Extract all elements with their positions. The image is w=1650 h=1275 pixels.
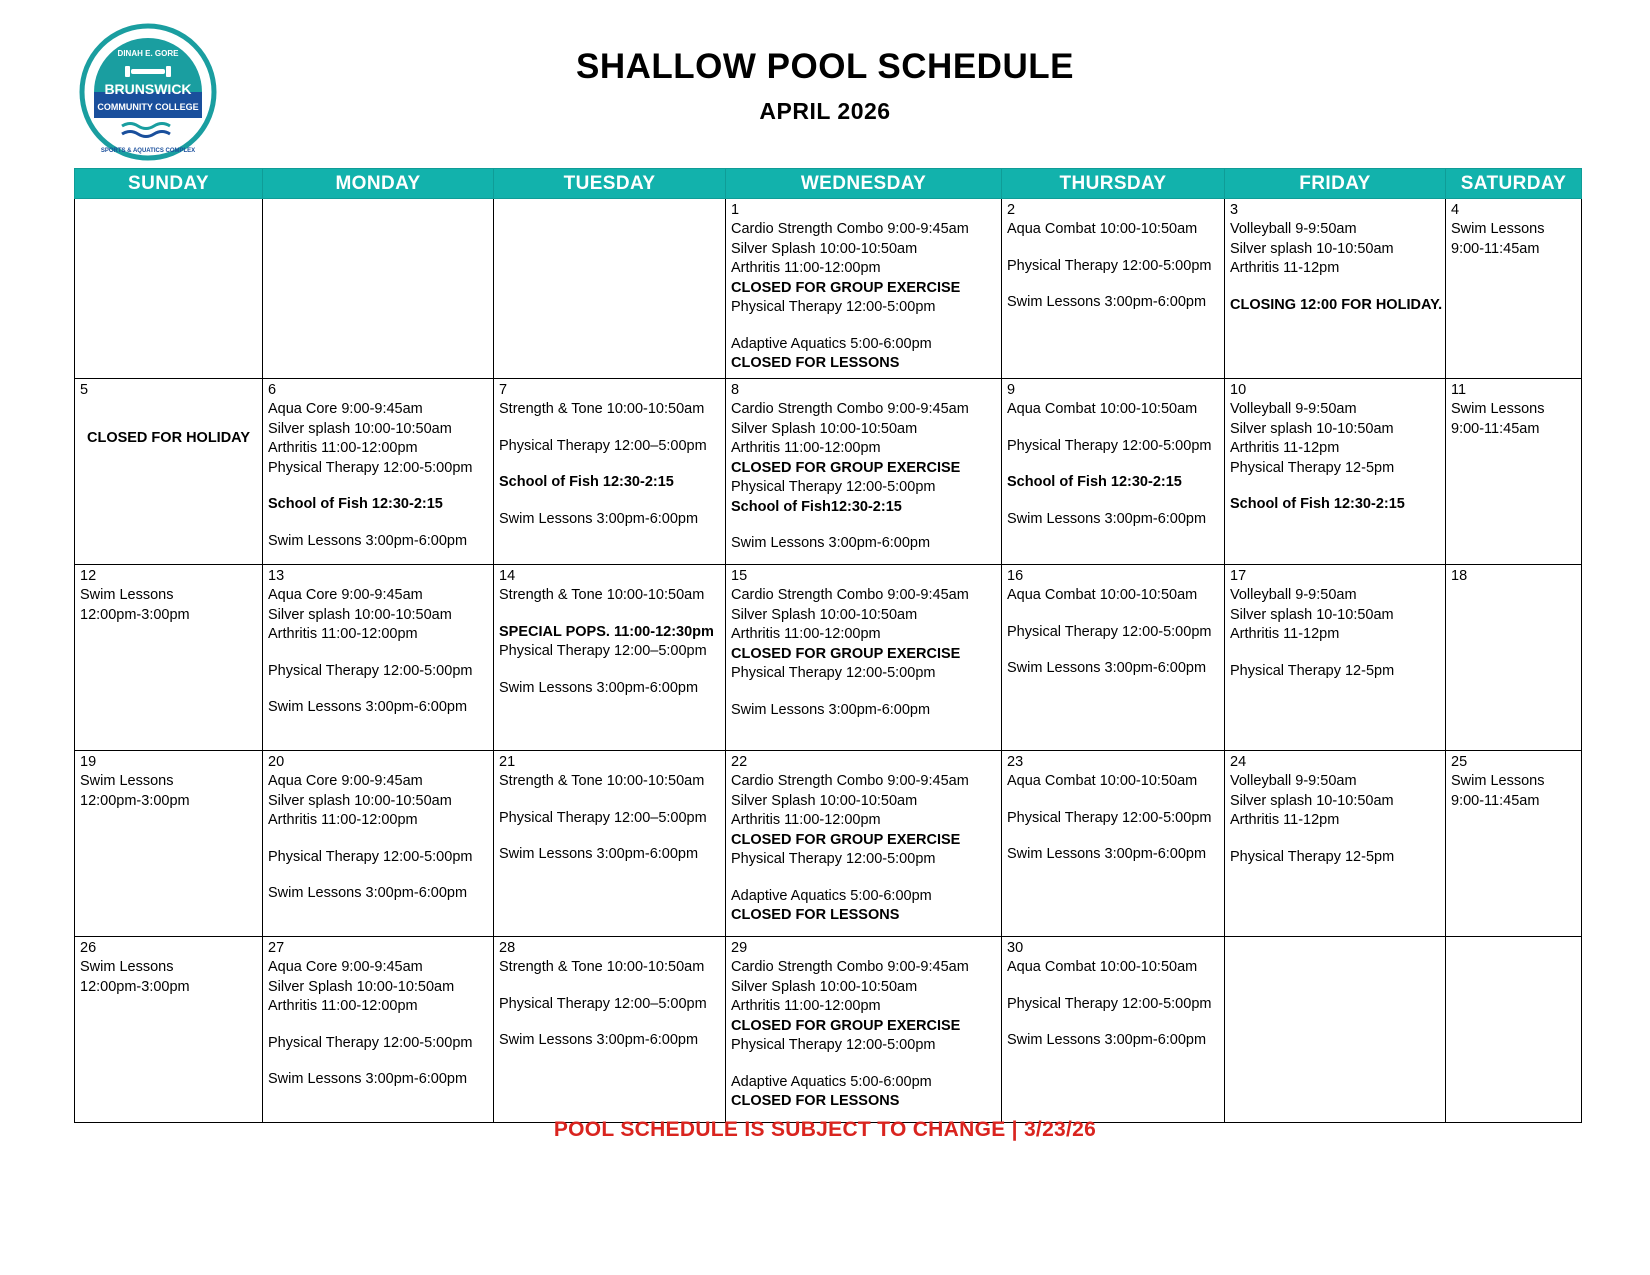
day-event: 12:00pm-3:00pm (80, 792, 190, 809)
day-number: 21 (499, 754, 516, 770)
day-event: Physical Therapy 12:00-5:00pm (268, 1034, 473, 1051)
day-event: Aqua Combat 10:00-10:50am (1007, 401, 1198, 417)
day-number: 11 (1451, 382, 1467, 398)
day-event: Aqua Core 9:00-9:45am (268, 959, 423, 975)
day-event: Cardio Strength Combo 9:00-9:45am (731, 773, 969, 789)
day-number: 24 (1230, 754, 1247, 770)
day-event: Swim Lessons 3:00pm-6:00pm (1007, 660, 1207, 676)
calendar-day-cell (75, 379, 263, 565)
day-event: 12:00pm-3:00pm (80, 606, 190, 623)
calendar-day-cell (1002, 565, 1225, 751)
day-event: Arthritis 11:00-12:00pm (731, 626, 881, 642)
day-event: Physical Therapy 12:00–5:00pm (499, 809, 707, 826)
calendar-day-cell (726, 379, 1002, 565)
day-number: 23 (1007, 754, 1024, 770)
day-event: Swim Lessons 3:00pm-6:00pm (268, 885, 468, 901)
day-number: 4 (1451, 202, 1460, 218)
day-event: Swim Lessons (80, 773, 174, 789)
day-event: Silver Splash 10:00-10:50am (731, 792, 918, 809)
svg-text:COMMUNITY COLLEGE: COMMUNITY COLLEGE (97, 102, 199, 112)
calendar-day-cell (494, 379, 726, 565)
day-number: 2 (1007, 202, 1016, 218)
day-event: School of Fish 12:30-2:15 (499, 474, 674, 490)
day-event: Arthritis 11:00-12:00pm (731, 440, 881, 456)
calendar-day-cell (1002, 379, 1225, 565)
day-event: Swim Lessons (1451, 401, 1545, 417)
calendar-day-cell (1225, 751, 1446, 937)
day-event: Swim Lessons 3:00pm-6:00pm (1007, 510, 1207, 527)
day-event: Swim Lessons 3:00pm-6:00pm (268, 1071, 468, 1087)
svg-text:SPORTS & AQUATICS COMPLEX: SPORTS & AQUATICS COMPLEX (100, 148, 196, 154)
calendar-day-cell (1446, 565, 1582, 751)
day-event: 9:00-11:45am (1451, 420, 1540, 437)
day-event: Physical Therapy 12:00-5:00pm (1007, 809, 1212, 826)
day-event: Strength & Tone 10:00-10:50am (499, 587, 705, 603)
day-event: Silver Splash 10:00-10:50am (268, 978, 455, 995)
day-event: Physical Therapy 12:00-5:00pm (731, 665, 936, 681)
calendar-empty-cell (1225, 937, 1446, 1123)
calendar-day-cell (75, 937, 263, 1123)
day-event: Arthritis 11-12pm (1230, 812, 1340, 828)
day-event: Arthritis 11:00-12:00pm (268, 440, 418, 456)
footer-note: POOL SCHEDULE IS SUBJECT TO CHANGE | 3/23/26 (553, 1118, 1097, 1141)
day-event: Swim Lessons (1451, 221, 1545, 237)
calendar-week-row (75, 751, 1582, 937)
calendar-week-row (75, 379, 1582, 565)
day-number: 25 (1451, 754, 1468, 770)
day-number: 14 (499, 568, 516, 584)
calendar-day-cell (1446, 379, 1582, 565)
calendar-day-cell (726, 937, 1002, 1123)
day-event: Swim Lessons 3:00pm-6:00pm (1007, 294, 1207, 310)
day-event: Physical Therapy 12:00–5:00pm (499, 643, 707, 659)
day-event: Aqua Combat 10:00-10:50am (1007, 221, 1198, 237)
calendar-day-cell (75, 751, 263, 937)
day-event: SPECIAL POPS. 11:00-12:30pm (499, 623, 714, 640)
day-event: Physical Therapy 12:00–5:00pm (499, 995, 707, 1012)
day-number: 20 (268, 754, 285, 770)
calendar-day-cell (263, 565, 494, 751)
calendar-day-cell (726, 565, 1002, 751)
day-event: CLOSED FOR LESSONS (731, 907, 900, 923)
day-event: CLOSED FOR GROUP EXERCISE (731, 279, 961, 296)
page-subtitle: APRIL 2026 (759, 98, 891, 124)
day-number: 12 (80, 568, 97, 584)
day-number: 13 (268, 568, 285, 584)
calendar-day-cell (494, 751, 726, 937)
day-event: Physical Therapy 12:00–5:00pm (499, 437, 707, 454)
day-number: 17 (1230, 568, 1247, 584)
day-number: 6 (268, 382, 277, 398)
calendar-header-row (75, 169, 1582, 199)
day-event: Aqua Core 9:00-9:45am (268, 773, 423, 789)
calendar-day-cell (1446, 199, 1582, 379)
day-event: Arthritis 11-12pm (1230, 626, 1340, 642)
day-event: Swim Lessons 3:00pm-6:00pm (499, 1032, 699, 1048)
calendar-day-cell (75, 565, 263, 751)
day-event: School of Fish 12:30-2:15 (1007, 474, 1182, 490)
calendar-day-cell (1225, 199, 1446, 379)
day-number: 3 (1230, 202, 1239, 218)
calendar-empty-cell (494, 199, 726, 379)
day-event: Swim Lessons 3:00pm-6:00pm (499, 679, 699, 696)
day-event: Swim Lessons (80, 587, 174, 603)
calendar-table (74, 168, 1582, 1123)
calendar-day-cell (1446, 751, 1582, 937)
day-event: 12:00pm-3:00pm (80, 978, 190, 995)
calendar-day-cell (494, 565, 726, 751)
weekday-header-monday: MONDAY (263, 169, 494, 199)
day-event: Volleyball 9-9:50am (1230, 221, 1357, 237)
day-number: 16 (1007, 568, 1024, 584)
day-event: Swim Lessons 3:00pm-6:00pm (499, 846, 699, 862)
day-number: 9 (1007, 382, 1016, 398)
calendar-day-cell (726, 199, 1002, 379)
day-number: 10 (1230, 382, 1247, 398)
calendar-day-cell (1225, 565, 1446, 751)
day-event: Arthritis 11:00-12:00pm (268, 998, 418, 1014)
day-event: Physical Therapy 12:00-5:00pm (268, 662, 473, 679)
day-event: Physical Therapy 12:00-5:00pm (268, 459, 473, 476)
day-event: Swim Lessons 3:00pm-6:00pm (1007, 1032, 1207, 1048)
day-event: Swim Lessons 3:00pm-6:00pm (731, 701, 931, 718)
day-event: Arthritis 11:00-12:00pm (268, 626, 418, 642)
calendar-empty-cell (75, 199, 263, 379)
day-event: Swim Lessons 3:00pm-6:00pm (268, 532, 468, 549)
day-event: Cardio Strength Combo 9:00-9:45am (731, 587, 969, 603)
weekday-header-saturday: SATURDAY (1446, 169, 1582, 199)
day-event: Silver Splash 10:00-10:50am (731, 606, 918, 623)
day-number: 28 (499, 940, 516, 956)
calendar-day-cell (1225, 379, 1446, 565)
day-event: Adaptive Aquatics 5:00-6:00pm (731, 887, 932, 904)
title-block (0, 46, 1650, 126)
day-number: 26 (80, 940, 97, 956)
day-event: Physical Therapy 12:00-5:00pm (1007, 995, 1212, 1012)
calendar-day-cell (1002, 937, 1225, 1123)
day-event: Arthritis 11:00-12:00pm (731, 260, 881, 276)
day-number: 30 (1007, 940, 1024, 956)
day-event: Physical Therapy 12:00-5:00pm (731, 299, 936, 315)
weekday-header-friday: FRIDAY (1225, 169, 1446, 199)
day-event: Cardio Strength Combo 9:00-9:45am (731, 401, 969, 417)
calendar-day-cell (726, 751, 1002, 937)
day-event: Silver splash 10-10:50am (1230, 240, 1394, 257)
day-number: 29 (731, 940, 748, 956)
day-event: CLOSED FOR LESSONS (731, 1093, 900, 1109)
day-number: 7 (499, 382, 508, 398)
weekday-header-tuesday: TUESDAY (494, 169, 726, 199)
day-event: CLOSED FOR HOLIDAY (86, 430, 250, 446)
day-event: Strength & Tone 10:00-10:50am (499, 401, 705, 417)
day-event: Silver splash 10-10:50am (1230, 420, 1394, 437)
day-event: Silver splash 10:00-10:50am (268, 606, 452, 623)
day-event: Swim Lessons (80, 959, 174, 975)
day-event: Physical Therapy 12:00-5:00pm (1007, 623, 1212, 640)
day-event: Swim Lessons 3:00pm-6:00pm (731, 535, 931, 551)
day-event: Physical Therapy 12:00-5:00pm (1007, 437, 1212, 454)
page-title: SHALLOW POOL SCHEDULE (576, 47, 1074, 86)
day-event: Physical Therapy 12-5pm (1230, 662, 1395, 679)
calendar-day-cell (263, 937, 494, 1123)
day-event: Volleyball 9-9:50am (1230, 587, 1357, 603)
day-event: CLOSED FOR GROUP EXERCISE (731, 645, 961, 662)
day-event: Arthritis 11-12pm (1230, 260, 1340, 276)
day-event: CLOSED FOR GROUP EXERCISE (731, 459, 961, 476)
day-event: Silver splash 10-10:50am (1230, 792, 1394, 809)
day-event: Arthritis 11-12pm (1230, 440, 1340, 456)
day-event: Silver splash 10-10:50am (1230, 606, 1394, 623)
day-event: Strength & Tone 10:00-10:50am (499, 959, 705, 975)
calendar-body (75, 199, 1582, 1123)
day-event: Physical Therapy 12:00-5:00pm (731, 851, 936, 867)
day-event: Physical Therapy 12-5pm (1230, 848, 1395, 865)
day-event: CLOSED FOR GROUP EXERCISE (731, 1017, 961, 1034)
svg-text:BRUNSWICK: BRUNSWICK (104, 81, 192, 97)
day-event: Physical Therapy 12:00-5:00pm (731, 479, 936, 495)
day-number: 1 (731, 202, 740, 218)
calendar-week-row (75, 199, 1582, 379)
day-number: 18 (1451, 568, 1468, 584)
day-event: Swim Lessons 3:00pm-6:00pm (268, 699, 468, 715)
day-event: Silver splash 10:00-10:50am (268, 420, 452, 437)
day-event: CLOSED FOR GROUP EXERCISE (731, 831, 961, 848)
day-event: Volleyball 9-9:50am (1230, 401, 1357, 417)
day-event: 9:00-11:45am (1451, 792, 1540, 809)
day-event: Adaptive Aquatics 5:00-6:00pm (731, 1073, 932, 1090)
day-number: 19 (80, 754, 97, 770)
weekday-header-wednesday: WEDNESDAY (726, 169, 1002, 199)
day-event: 9:00-11:45am (1451, 240, 1540, 257)
svg-text:DINAH E. GORE: DINAH E. GORE (117, 49, 179, 58)
day-event: School of Fish 12:30-2:15 (1230, 496, 1405, 512)
day-event: Aqua Core 9:00-9:45am (268, 587, 423, 603)
calendar-day-cell (494, 937, 726, 1123)
calendar-day-cell (1002, 751, 1225, 937)
weekday-header-sunday: SUNDAY (75, 169, 263, 199)
weekday-header-thursday: THURSDAY (1002, 169, 1225, 199)
day-event: Cardio Strength Combo 9:00-9:45am (731, 959, 969, 975)
day-event: Silver splash 10:00-10:50am (268, 792, 452, 809)
calendar-week-row (75, 565, 1582, 751)
day-event: Adaptive Aquatics 5:00-6:00pm (731, 335, 932, 352)
calendar-day-cell (263, 751, 494, 937)
day-event: Silver Splash 10:00-10:50am (731, 240, 918, 257)
day-number: 22 (731, 754, 748, 770)
day-event: Arthritis 11:00-12:00pm (731, 998, 881, 1014)
day-event: Swim Lessons 3:00pm-6:00pm (1007, 846, 1207, 862)
day-event: Arthritis 11:00-12:00pm (731, 812, 881, 828)
day-event: Aqua Core 9:00-9:45am (268, 401, 423, 417)
day-event: Strength & Tone 10:00-10:50am (499, 773, 705, 789)
day-event: School of Fish12:30-2:15 (731, 498, 902, 515)
day-event: Volleyball 9-9:50am (1230, 773, 1357, 789)
day-event: School of Fish 12:30-2:15 (268, 496, 443, 512)
calendar-empty-cell (263, 199, 494, 379)
day-event: Physical Therapy 12:00-5:00pm (731, 1037, 936, 1053)
day-event: CLOSING 12:00 FOR HOLIDAY. (1230, 296, 1443, 313)
day-number: 8 (731, 382, 740, 398)
day-event: CLOSED FOR LESSONS (731, 355, 900, 371)
day-number: 27 (268, 940, 285, 956)
day-event: Silver Splash 10:00-10:50am (731, 978, 918, 995)
day-event: Aqua Combat 10:00-10:50am (1007, 773, 1198, 789)
day-event: Arthritis 11:00-12:00pm (268, 812, 418, 828)
day-event: Aqua Combat 10:00-10:50am (1007, 587, 1198, 603)
calendar-week-row (75, 937, 1582, 1123)
day-number: 5 (80, 382, 89, 398)
day-event: Physical Therapy 12:00-5:00pm (1007, 257, 1212, 274)
day-event: Silver Splash 10:00-10:50am (731, 420, 918, 437)
day-event: Physical Therapy 12:00-5:00pm (268, 848, 473, 865)
day-number: 15 (731, 568, 748, 584)
calendar-empty-cell (1446, 937, 1582, 1123)
day-event: Physical Therapy 12-5pm (1230, 459, 1395, 476)
calendar-day-cell (1002, 199, 1225, 379)
day-event: Cardio Strength Combo 9:00-9:45am (731, 221, 969, 237)
day-event: Swim Lessons 3:00pm-6:00pm (499, 510, 699, 527)
day-event: Aqua Combat 10:00-10:50am (1007, 959, 1198, 975)
calendar-day-cell (263, 379, 494, 565)
day-event: Swim Lessons (1451, 773, 1545, 789)
